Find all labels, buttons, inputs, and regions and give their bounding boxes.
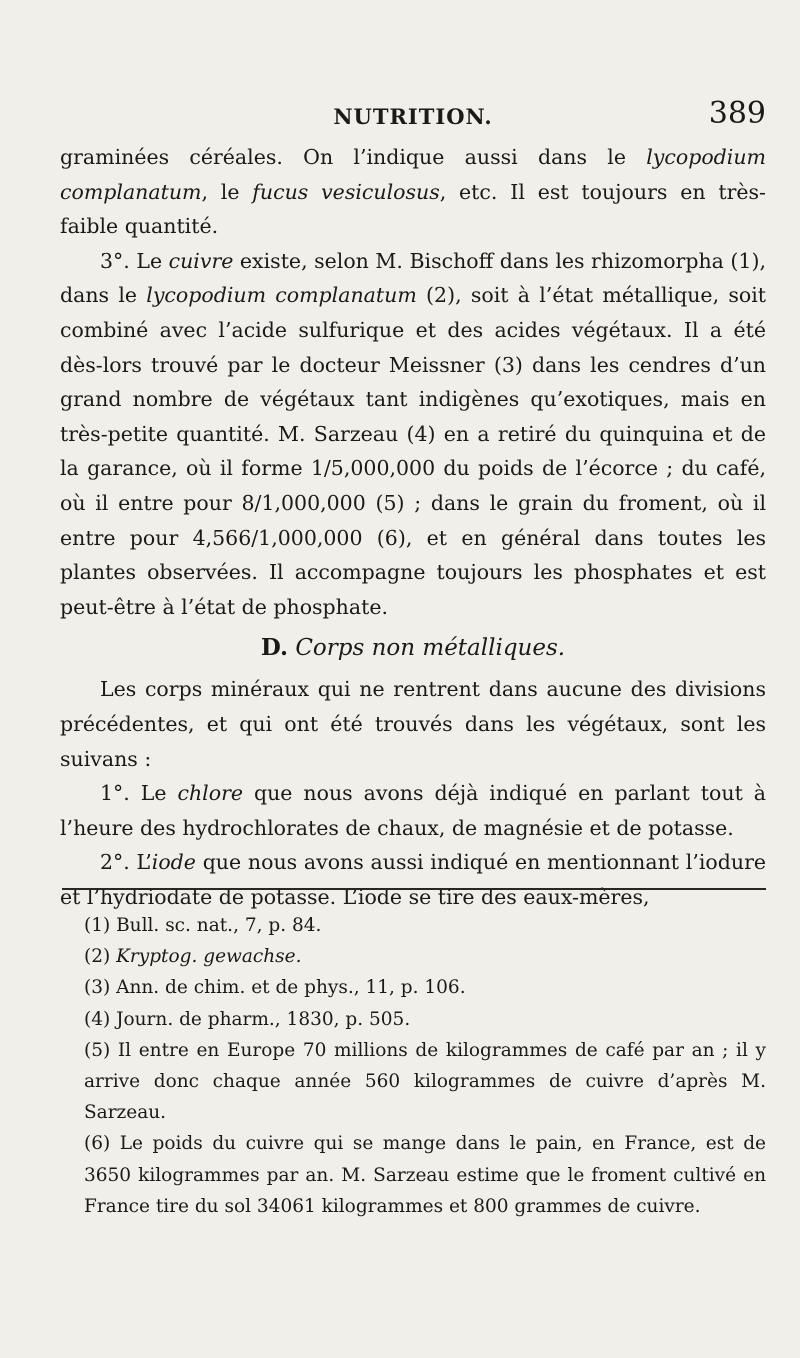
paragraph-intro: Les corps minéraux qui ne rentrent dans aucune des divisions précédentes, et qui ont été trouvés dans les végétaux, sont les suivans : [60,677,766,771]
paragraph-iode [60,845,766,914]
paragraph-cuivre [60,244,766,625]
section-heading [60,630,766,666]
footnotes [60,910,766,1222]
p5-text-c: que nous avons aussi indiqué en mentionnant l’iodure et l’hydriodate de potasse. L’iode se tire des eaux-mères, [60,850,766,909]
p5-term-iode: iode [151,850,196,875]
p2-text-a: 3°. Le [100,248,169,273]
footnote-2-title: Kryptog. gewachse. [116,946,302,968]
p1-text-a: graminées céréales. On l’indique aussi dans le [60,145,647,169]
p1-text-e: , etc. Il est toujours en très-faible quantité. [60,179,766,239]
paragraph-chlore [60,776,766,845]
page-header [60,96,766,140]
p4-term-chlore: chlore [177,781,244,806]
footnote-2-number: (2) [84,946,117,968]
p2-text-e: (2), soit à l’état métallique, soit combiné avec l’acide sulfurique et des acides végétaux. Il a été dès-lors trouvé par le docteur Meissner (3) dans les cendres d’un grand nombre de végétaux tant indigènes qu’exotiques, mais en très-petite quantité. M. Sarzeau (4) en a retiré du quinquina et de la garance, où il forme 1/5,000,000 du poids de l’écorce ; du café, où il entre pour 8/1,000,000 (5) ; dans le grain du froment, où il entre pour 4,566/1,000,000 (6), et en général dans toutes les plantes observées. Il accompagne toujours les phosphates et est peut-être à l’état de phosphate. [60,283,766,619]
body-text [60,140,766,914]
p1-text-c: , le [201,179,253,204]
p1-term-lycopodium: lycopodium complanatum [60,145,766,204]
section-letter: D. [260,634,289,662]
page-number: 389 [708,96,766,131]
p4-text-c: que nous avons déjà indiqué en parlant tout à l’heure des hydrochlorates de chaux, de magnésie et de potasse. [60,781,766,840]
running-head: NUTRITION. [333,104,493,129]
footnote-4: (4) Journ. de pharm., 1830, p. 505. [84,1008,411,1030]
p5-text-a: 2°. L’ [100,850,152,875]
p1-term-fucus: fucus vesiculosus [252,179,440,204]
p2-term-cuivre: cuivre [168,248,234,273]
p2-text-c: existe, selon M. Bischoff dans les rhizomorpha (1), dans le [60,248,766,308]
footnote-divider [62,888,766,890]
footnote-2 [60,941,766,972]
footnote-5: (5) Il entre en Europe 70 millions de kilogrammes de café par an ; il y arrive donc chaque année 560 kilogrammes de cuivre d’après M. Sarzeau. [84,1039,766,1124]
footnote-6: (6) Le poids du cuivre qui se mange dans le pain, en France, est de 3650 kilogrammes par an. M. Sarzeau estime que le froment cultivé en France tire du sol 34061 kilogrammes et 800 grammes de cuivre. [84,1133,766,1217]
p4-text-a: 1°. Le [100,781,178,806]
footnote-1: (1) Bull. sc. nat., 7, p. 84. [84,915,322,936]
p2-term-lycopodium: lycopodium complanatum [146,283,417,308]
footnote-3: (3) Ann. de chim. et de phys., 11, p. 106. [84,977,466,999]
section-title: Corps non métalliques. [295,635,566,662]
paragraph-1 [60,140,766,244]
